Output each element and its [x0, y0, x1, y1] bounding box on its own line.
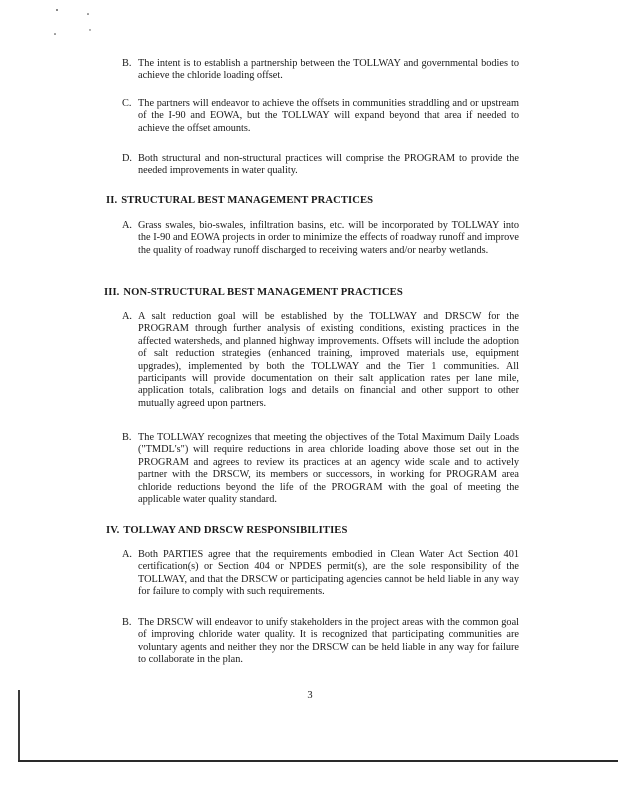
item-letter: B.	[122, 617, 132, 628]
section-heading-ii	[106, 194, 373, 207]
page-number: 3	[307, 690, 313, 701]
paragraph-iii-b	[122, 432, 519, 506]
item-text: A salt reduction goal will be established by the TOLLWAY and DRSCW for the PROGRAM through further analysis of existing conditions, existing practices in the affected watersheds, and planned highway improvements. Offsets will include the adoption of salt reduction strategies (enhanced training, improved materials use, equipment upgrades), implemented by both the TOLLWAY and the Tier 1 communities. All participants will provide documentation on their salt application rates per lane mile, application totals, calibration logs and details on financial and other support to other mutually agreed upon partners.	[138, 311, 519, 409]
item-letter: B.	[122, 58, 132, 69]
item-letter: A.	[122, 311, 133, 322]
paragraph-iii-a	[122, 311, 519, 410]
item-letter: A.	[122, 220, 133, 231]
item-text: The DRSCW will endeavor to unify stakeholders in the project areas with the common goal of improving chloride water quality. It is recognized that participating communities are voluntary agents and neither they nor the DRSCW can be held liable in any way for failure to collaborate in the plan.	[138, 617, 519, 666]
scan-edge-bottom	[18, 760, 618, 762]
paragraph-b	[122, 58, 519, 83]
item-letter: C.	[122, 98, 132, 109]
section-title: STRUCTURAL BEST MANAGEMENT PRACTICES	[121, 195, 374, 206]
paragraph-c	[122, 98, 519, 135]
section-number: II.	[106, 195, 118, 206]
item-text: The TOLLWAY recognizes that meeting the objectives of the Total Maximum Daily Loads ("TMDL's") will require reductions in area chloride loading above those set out in the PROGRAM and agrees to review its practices at an agency wide scale and to actively partner with the DRSCW, its members or successors, in working for PROGRAM area chloride reductions beyond the life of the PROGRAM with the goal of meeting the applicable water quality standard.	[138, 432, 519, 506]
item-letter: B.	[122, 432, 132, 443]
section-heading-iv	[106, 524, 347, 537]
section-title: NON-STRUCTURAL BEST MANAGEMENT PRACTICES	[123, 287, 403, 298]
item-letter: A.	[122, 549, 133, 560]
section-heading-iii	[104, 286, 403, 299]
item-text: Grass swales, bio-swales, infiltration basins, etc. will be incorporated by TOLLWAY into the I-90 and EOWA projects in order to minimize the effects of roadway runoff and improve the quality of roadway runoff discharged to receiving waters and/or nearby wetlands.	[138, 220, 519, 256]
scan-edge-left	[18, 690, 20, 762]
paragraph-iv-b	[122, 617, 519, 667]
paragraph-d	[122, 153, 519, 178]
item-text: The intent is to establish a partnership between the TOLLWAY and governmental bodies to achieve the chloride loading offset.	[138, 58, 519, 82]
section-title: TOLLWAY AND DRSCW RESPONSIBILITIES	[123, 525, 348, 536]
paragraph-iv-a	[122, 549, 519, 599]
item-letter: D.	[122, 153, 133, 164]
item-text: Both structural and non-structural practices will comprise the PROGRAM to provide the needed improvements in water quality.	[138, 153, 519, 177]
item-text: Both PARTIES agree that the requirements embodied in Clean Water Act Section 401 certification(s) or Section 404 or NPDES permit(s), are the sole responsibility of the TOLLWAY, and that the DRSCW or participating agencies cannot be held liable in any way for failure to comply with such requirements.	[138, 549, 519, 598]
item-text: The partners will endeavor to achieve the offsets in communities straddling and or upstream of the I-90 and EOWA, but the TOLLWAY will expand beyond that area if needed to achieve the offset amounts.	[138, 98, 519, 134]
section-number: IV.	[106, 525, 120, 536]
paragraph-ii-a	[122, 220, 519, 257]
section-number: III.	[104, 287, 120, 298]
